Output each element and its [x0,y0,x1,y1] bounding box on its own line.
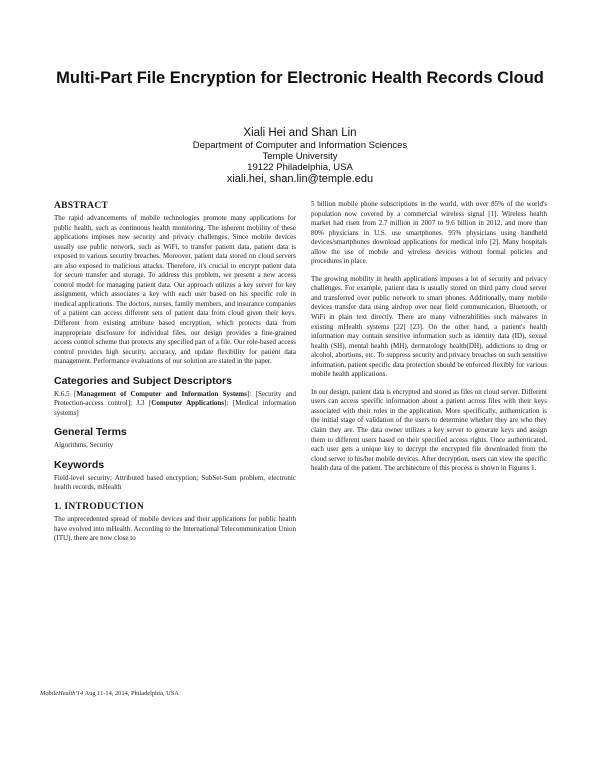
abstract-text: The rapid advancements of mobile technologies promote many applications for public health, such as continuous health monitoring. The inherent mobility of these applications imposes new security and privacy challenges. Since mobile devices usually use public network, such as WiFi, to transfer patient data, patient data is exposed to various security breaches. Moreover, patient data stored on cloud servers are also exposed to malicious attacks. Therefore, it's crucial to encrypt patient data for secure transfer and storage. To address this problem, we present a new access control model for managing patient data. Our approach utilizes a key server for key assignment, which associates a key with each user based on his specific role in medical applications. The doctors, nurses, family members, and insurance companies of a patient can access different sets of patient data from cloud given their keys. Different from existing attribute based encryption, which protects data from inappropriate disclosure for individual files, our design provides a fine-grained access control scheme that protects any specified part of a file. Our role-based access control provides high security, accuracy, and update flexibility for patient data management. Performance evaluations of our solution are stated in the paper. [54,214,296,366]
author-department: Department of Computer and Information Sciences [192,140,408,151]
introduction-heading: 1. INTRODUCTION [54,502,145,513]
author-names: Xiali Hei and Shan Lin [243,127,357,139]
introduction-paragraph-1-end: 5 billion mobile phone subscriptions in the world, with over 85% of the world's population now covered by a commercial wireless signal [1]. Wireless health market had risen from 2.7 million in 2007 to 9.6 billion in 2012, and more than 80% physicians in U.S. use smartphones. 95% physicians using handheld devices/smartphones download applications for medical info [2]. Many hospitals allow the use of mobile and wireless devices without formal policies and procedures in place. [311,200,547,266]
introduction-paragraph-1-start: The unprecedented spread of mobile devices and their applications for public health have evolved into mHealth. According to the International Telecommunication Union (ITU), there are now close to [54,515,296,543]
abstract-heading: ABSTRACT [54,201,109,211]
categories-heading: Categories and Subject Descriptors [54,374,232,387]
author-address: 19122 Philadelphia, USA [247,162,353,173]
author-block [100,126,500,186]
right-column [311,200,547,474]
general-terms-text: Algorithms, Security [54,441,114,450]
keywords-heading: Keywords [54,458,105,471]
categories-text: K.6.5 [Management of Computer and Information Systems]: [Security and Protection-access control]; J.3 [Computer Applications]: [Medical information systems] [54,389,296,417]
left-column [54,200,296,544]
footer-conference-info: MobileHealth'14 Aug 11-14, 2014, Philadelphia, USA [40,690,179,697]
author-university: Temple University [262,151,338,162]
author-email: xiali.hei, shan.lin@temple.edu [226,173,374,185]
keywords-text: Field-level security; Attributed based encryption; SubSet-Sum problem, electronic health records, mHealth [54,473,296,492]
general-terms-heading: General Terms [54,426,127,439]
introduction-paragraph-3: In our design, patient data is encrypted and stored as files on cloud server. Different users can access specific information about a patient across files with their keys associated with their roles in the application. More specifically, authentication is the initial stage of validation of the users to determine whether they are who they claim they are. The data owner utilizes a key server to generate keys and assign them to different users based on their specified access rights. Once authenticated, each user gets a unique key to decrypt the encrypted file downloaded from the cloud server to his/her mobile devices. After decryption, users can view the specific health data of the patient. The architecture of this process is shown in Figures 1. [311,387,547,473]
introduction-paragraph-2: The growing mobility in health applications imposes a lot of security and privacy challenges. For example, patient data is usually stored on third party cloud server and transferred over public network to smart phones. Additionally, many mobile devices transfer data using airdrop over near field communication, Bluetooth, or WiFi in plain text directly. There are many vulnerabilities such malwares in existing mHealth systems [22] [23]. On the other hand, a patient's health information may contain sensitive information such as identity data (ID), sexual health (SH), mental health (MH), dermatology health(DH), addictions to drug or alcohol, abortions, etc. To suppress security and privacy breaches on such sensitive information, patient specific data protection should be enforced flexibly for various mobile health applications. [311,274,547,379]
paper-title: Multi-Part File Encryption for Electronic Health Records Cloud [56,69,544,87]
